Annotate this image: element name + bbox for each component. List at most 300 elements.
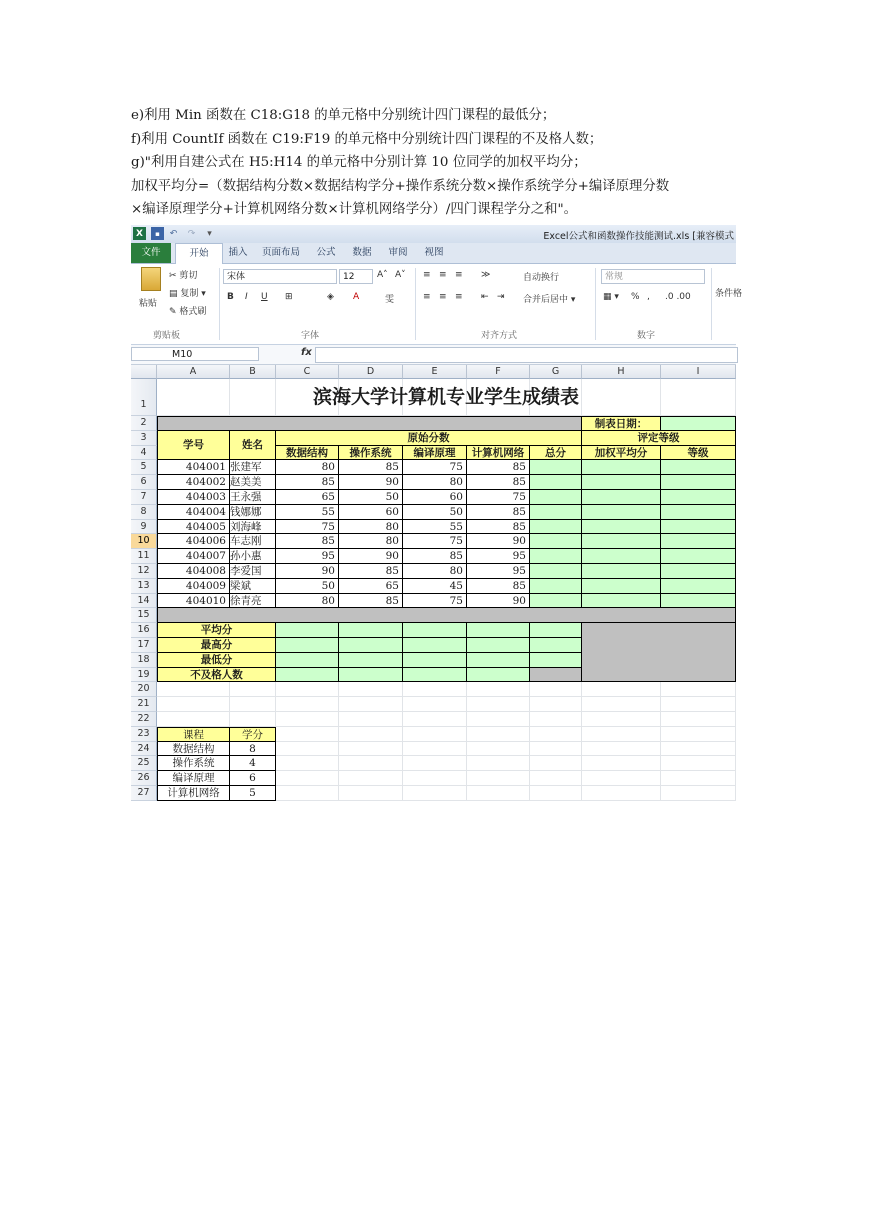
empty-cell[interactable] <box>467 727 530 742</box>
tab-file[interactable]: 文件 <box>131 243 171 263</box>
row-header[interactable]: 18 <box>131 653 157 668</box>
empty-cell[interactable] <box>276 697 339 712</box>
student-id-cell[interactable]: 404002 <box>157 475 230 490</box>
empty-cell[interactable] <box>530 756 582 771</box>
title-bar <box>131 225 736 244</box>
row-header[interactable]: 25 <box>131 756 157 771</box>
header-subject[interactable]: 编译原理 <box>403 446 467 461</box>
student-name-cell[interactable]: 刘海峰 <box>230 520 276 535</box>
row-header[interactable]: 7 <box>131 490 157 505</box>
tab-formulas[interactable]: 公式 <box>316 247 336 258</box>
header-name[interactable]: 姓名 <box>230 431 276 461</box>
score-cell[interactable]: 60 <box>339 505 403 520</box>
shrink-font-button[interactable]: A˅ <box>395 270 406 280</box>
stat-cell[interactable] <box>339 623 403 638</box>
row-header[interactable]: 13 <box>131 579 157 594</box>
stat-cell[interactable] <box>403 623 467 638</box>
stat-label[interactable]: 最低分 <box>157 653 276 668</box>
font-size-select[interactable]: 12 <box>339 269 373 284</box>
empty-cell[interactable] <box>582 682 661 697</box>
student-name-cell[interactable]: 张建军 <box>230 460 276 475</box>
empty-cell[interactable] <box>339 756 403 771</box>
score-cell[interactable]: 95 <box>276 549 339 564</box>
score-cell[interactable]: 80 <box>276 594 339 609</box>
grade-cell[interactable] <box>661 534 736 549</box>
row-header[interactable]: 24 <box>131 742 157 757</box>
empty-cell[interactable] <box>230 712 276 727</box>
column-header[interactable]: I <box>661 365 736 379</box>
row-header[interactable]: 15 <box>131 608 157 623</box>
stat-cell[interactable] <box>276 623 339 638</box>
empty-cell[interactable] <box>661 727 736 742</box>
empty-cell[interactable] <box>276 771 339 786</box>
undo-icon[interactable]: ↶ <box>169 228 178 239</box>
group-divider <box>595 268 596 340</box>
fill-color-icon[interactable]: ◈ <box>327 292 334 302</box>
select-all-corner[interactable] <box>131 365 157 379</box>
number-group-label: 数字 <box>637 331 656 341</box>
stat-cell[interactable] <box>276 653 339 668</box>
score-cell[interactable]: 60 <box>403 490 467 505</box>
row-header[interactable]: 2 <box>131 416 157 431</box>
student-name-cell[interactable]: 车志刚 <box>230 534 276 549</box>
total-cell[interactable] <box>530 475 582 490</box>
row-header[interactable]: 10 <box>131 534 157 549</box>
weighted-average-cell[interactable] <box>582 594 661 609</box>
score-cell[interactable]: 45 <box>403 579 467 594</box>
conditional-format-button[interactable]: 条件格 <box>715 289 743 299</box>
align-middle-icon[interactable]: ≡ <box>439 270 447 280</box>
empty-cell[interactable] <box>276 742 339 757</box>
formula-input[interactable] <box>315 347 738 363</box>
score-cell[interactable]: 75 <box>403 534 467 549</box>
tab-review[interactable]: 审阅 <box>388 247 408 258</box>
tab-data[interactable]: 数据 <box>352 247 372 258</box>
score-cell[interactable]: 85 <box>467 579 530 594</box>
score-cell[interactable]: 85 <box>403 549 467 564</box>
empty-cell[interactable] <box>582 712 661 727</box>
empty-cell[interactable] <box>403 742 467 757</box>
score-cell[interactable]: 90 <box>467 594 530 609</box>
align-bottom-icon[interactable]: ≡ <box>455 270 463 280</box>
wrap-text-button[interactable]: 自动换行 <box>523 273 560 283</box>
empty-cell[interactable] <box>530 786 582 801</box>
row-header[interactable]: 4 <box>131 446 157 461</box>
empty-cell[interactable] <box>582 756 661 771</box>
worksheet-grid[interactable] <box>131 365 736 802</box>
column-header[interactable]: B <box>230 365 276 379</box>
student-id-cell[interactable]: 404008 <box>157 564 230 579</box>
stat-cell[interactable] <box>467 638 530 653</box>
header-raw-scores[interactable]: 原始分数 <box>276 431 582 446</box>
header-total[interactable]: 总分 <box>530 446 582 461</box>
score-cell[interactable]: 75 <box>276 520 339 535</box>
total-cell[interactable] <box>530 549 582 564</box>
header-subject[interactable]: 操作系统 <box>339 446 403 461</box>
empty-cell[interactable] <box>467 697 530 712</box>
date-cell[interactable] <box>661 416 736 431</box>
student-name-cell[interactable]: 徐青亮 <box>230 594 276 609</box>
row-header[interactable]: 21 <box>131 697 157 712</box>
column-header[interactable]: C <box>276 365 339 379</box>
score-cell[interactable]: 95 <box>467 564 530 579</box>
stat-cell[interactable] <box>467 653 530 668</box>
credit-cell[interactable]: 4 <box>230 756 276 771</box>
score-cell[interactable]: 65 <box>339 579 403 594</box>
empty-cell[interactable] <box>403 786 467 801</box>
empty-cell[interactable] <box>467 712 530 727</box>
grade-cell[interactable] <box>661 579 736 594</box>
stat-total-cell[interactable] <box>530 638 582 653</box>
copy-button[interactable]: ▤ 复制 ▾ <box>169 289 206 299</box>
empty-cell[interactable] <box>530 682 582 697</box>
column-header[interactable]: G <box>530 365 582 379</box>
tab-view[interactable]: 视图 <box>424 247 444 258</box>
row-header[interactable]: 6 <box>131 475 157 490</box>
score-cell[interactable]: 95 <box>467 549 530 564</box>
row-header[interactable]: 27 <box>131 786 157 801</box>
row-header[interactable]: 1 <box>131 379 157 416</box>
header-student-id[interactable]: 学号 <box>157 431 230 461</box>
insert-function-icon[interactable]: fx <box>301 347 312 358</box>
stat-cell[interactable] <box>403 668 467 683</box>
stat-cell[interactable] <box>339 668 403 683</box>
score-cell[interactable]: 75 <box>467 490 530 505</box>
grade-cell[interactable] <box>661 520 736 535</box>
stat-label[interactable]: 最高分 <box>157 638 276 653</box>
bold-button[interactable]: B <box>227 292 234 302</box>
border-icon[interactable]: ⊞ <box>285 292 293 302</box>
weighted-average-cell[interactable] <box>582 460 661 475</box>
font-color-button[interactable]: A <box>353 292 360 302</box>
grade-cell[interactable] <box>661 490 736 505</box>
score-cell[interactable]: 85 <box>276 534 339 549</box>
format-painter-button[interactable]: ✎ 格式刷 <box>169 307 207 317</box>
tab-insert[interactable]: 插入 <box>228 247 248 258</box>
weighted-average-cell[interactable] <box>582 549 661 564</box>
score-cell[interactable]: 85 <box>467 520 530 535</box>
empty-cell[interactable] <box>467 756 530 771</box>
instruction-line: e)利用 Min 函数在 C18:G18 的单元格中分别统计四门课程的最低分； <box>131 108 556 123</box>
align-left-icon[interactable]: ≡ <box>423 292 431 302</box>
score-cell[interactable]: 50 <box>403 505 467 520</box>
total-cell[interactable] <box>530 490 582 505</box>
header-grade[interactable]: 等级 <box>661 446 736 461</box>
credit-header-course[interactable]: 课程 <box>157 727 230 742</box>
empty-cell[interactable] <box>157 697 230 712</box>
stat-cell[interactable] <box>403 653 467 668</box>
weighted-average-cell[interactable] <box>582 505 661 520</box>
grade-cell[interactable] <box>661 549 736 564</box>
stat-cell[interactable] <box>276 668 339 683</box>
empty-cell[interactable] <box>530 771 582 786</box>
alignment-group-label: 对齐方式 <box>481 331 518 341</box>
row-header[interactable]: 12 <box>131 564 157 579</box>
empty-cell[interactable] <box>339 727 403 742</box>
score-cell[interactable]: 85 <box>339 460 403 475</box>
empty-cell[interactable] <box>661 712 736 727</box>
row-header[interactable]: 23 <box>131 727 157 742</box>
row-header[interactable]: 11 <box>131 549 157 564</box>
empty-cell[interactable] <box>157 682 230 697</box>
empty-cell[interactable] <box>230 697 276 712</box>
empty-cell[interactable] <box>467 742 530 757</box>
weighted-average-cell[interactable] <box>582 475 661 490</box>
underline-button[interactable]: U <box>261 292 268 302</box>
stat-total-cell[interactable] <box>530 653 582 668</box>
increase-indent-icon[interactable]: ⇥ <box>497 292 505 302</box>
credit-cell[interactable]: 6 <box>230 771 276 786</box>
empty-cell[interactable] <box>530 727 582 742</box>
total-cell[interactable] <box>530 564 582 579</box>
empty-cell[interactable] <box>339 712 403 727</box>
italic-button[interactable]: I <box>245 292 248 302</box>
font-group-label: 字体 <box>301 331 320 341</box>
row-header[interactable]: 16 <box>131 623 157 638</box>
score-cell[interactable]: 85 <box>276 475 339 490</box>
empty-cell[interactable] <box>661 742 736 757</box>
empty-cell[interactable] <box>467 682 530 697</box>
row-header[interactable]: 20 <box>131 682 157 697</box>
course-cell[interactable]: 编译原理 <box>157 771 230 786</box>
score-cell[interactable]: 85 <box>467 475 530 490</box>
student-id-cell[interactable]: 404003 <box>157 490 230 505</box>
empty-cell[interactable] <box>467 771 530 786</box>
column-header[interactable]: A <box>157 365 230 379</box>
student-id-cell[interactable]: 404006 <box>157 534 230 549</box>
empty-cell[interactable] <box>467 786 530 801</box>
stat-cell[interactable] <box>467 668 530 683</box>
name-box[interactable]: M10 <box>131 347 259 361</box>
header-weighted-average[interactable]: 加权平均分 <box>582 446 661 461</box>
weighted-average-cell[interactable] <box>582 579 661 594</box>
course-cell[interactable]: 操作系统 <box>157 756 230 771</box>
redo-icon[interactable]: ↷ <box>187 228 196 239</box>
font-name-select[interactable]: 宋体 <box>223 269 337 284</box>
comma-button[interactable]: , <box>647 292 650 302</box>
decrease-indent-icon[interactable]: ⇤ <box>481 292 489 302</box>
excel-logo-icon: X <box>133 227 146 240</box>
empty-cell[interactable] <box>403 771 467 786</box>
weighted-average-cell[interactable] <box>582 564 661 579</box>
row-header[interactable]: 3 <box>131 431 157 446</box>
empty-cell[interactable] <box>339 697 403 712</box>
student-name-cell[interactable]: 李爱国 <box>230 564 276 579</box>
student-name-cell[interactable]: 赵美美 <box>230 475 276 490</box>
score-cell[interactable]: 50 <box>276 579 339 594</box>
empty-cell[interactable] <box>276 727 339 742</box>
score-cell[interactable]: 90 <box>276 564 339 579</box>
empty-cell[interactable] <box>661 682 736 697</box>
currency-icon[interactable]: ▦ ▾ <box>603 292 619 302</box>
row-header[interactable]: 14 <box>131 594 157 609</box>
empty-cell[interactable] <box>582 697 661 712</box>
stat-cell[interactable] <box>403 638 467 653</box>
row-header[interactable]: 5 <box>131 460 157 475</box>
formula-bar <box>131 345 736 365</box>
row-header[interactable]: 19 <box>131 668 157 683</box>
gray-band[interactable] <box>157 416 582 431</box>
score-cell[interactable]: 55 <box>276 505 339 520</box>
stat-label[interactable]: 不及格人数 <box>157 668 276 683</box>
total-cell[interactable] <box>530 520 582 535</box>
weighted-average-cell[interactable] <box>582 534 661 549</box>
column-header[interactable]: F <box>467 365 530 379</box>
stat-total-cell[interactable] <box>530 623 582 638</box>
gray-band[interactable] <box>157 608 736 623</box>
empty-cell[interactable] <box>339 742 403 757</box>
score-cell[interactable]: 80 <box>339 534 403 549</box>
grade-cell[interactable] <box>661 460 736 475</box>
empty-cell[interactable] <box>530 742 582 757</box>
total-cell[interactable] <box>530 460 582 475</box>
date-label[interactable]: 制表日期： <box>582 416 661 431</box>
score-cell[interactable]: 90 <box>339 549 403 564</box>
empty-cell[interactable] <box>403 697 467 712</box>
empty-cell[interactable] <box>582 727 661 742</box>
empty-cell[interactable] <box>339 786 403 801</box>
empty-cell[interactable] <box>403 756 467 771</box>
number-format-select[interactable]: 常规 <box>601 269 705 284</box>
student-name-cell[interactable]: 梁斌 <box>230 579 276 594</box>
course-cell[interactable]: 数据结构 <box>157 742 230 757</box>
student-id-cell[interactable]: 404010 <box>157 594 230 609</box>
instruction-line: 加权平均分=（数据结构分数×数据结构学分+操作系统分数×操作系统学分+编译原理分数 <box>131 178 670 194</box>
grade-cell[interactable] <box>661 475 736 490</box>
grade-cell[interactable] <box>661 564 736 579</box>
empty-cell[interactable] <box>276 786 339 801</box>
align-top-icon[interactable]: ≡ <box>423 270 431 280</box>
empty-cell[interactable] <box>276 682 339 697</box>
sheet-title[interactable]: 滨海大学计算机专业学生成绩表 <box>157 379 736 416</box>
score-cell[interactable]: 50 <box>339 490 403 505</box>
student-id-cell[interactable]: 404004 <box>157 505 230 520</box>
empty-cell[interactable] <box>339 682 403 697</box>
row-header[interactable]: 22 <box>131 712 157 727</box>
total-cell[interactable] <box>530 534 582 549</box>
credit-cell[interactable]: 5 <box>230 786 276 801</box>
score-cell[interactable]: 90 <box>467 534 530 549</box>
merge-center-button[interactable]: 合并后居中 ▾ <box>523 295 576 305</box>
grade-cell[interactable] <box>661 505 736 520</box>
stat-cell[interactable] <box>339 653 403 668</box>
score-cell[interactable]: 85 <box>339 564 403 579</box>
course-cell[interactable]: 计算机网络 <box>157 786 230 801</box>
orientation-icon[interactable]: ≫ <box>481 270 491 280</box>
group-divider <box>219 268 220 340</box>
score-cell[interactable]: 55 <box>403 520 467 535</box>
stat-cell[interactable] <box>339 638 403 653</box>
score-cell[interactable]: 90 <box>339 475 403 490</box>
score-cell[interactable]: 85 <box>339 594 403 609</box>
row-header[interactable]: 8 <box>131 505 157 520</box>
save-icon[interactable]: ▪ <box>151 227 164 240</box>
excel-window-screenshot <box>131 225 743 802</box>
empty-cell[interactable] <box>582 742 661 757</box>
score-cell[interactable]: 75 <box>403 460 467 475</box>
customize-toolbar-icon[interactable]: ▾ <box>207 228 212 239</box>
score-cell[interactable]: 80 <box>339 520 403 535</box>
empty-cell[interactable] <box>530 712 582 727</box>
student-name-cell[interactable]: 王永强 <box>230 490 276 505</box>
stat-total-cell[interactable] <box>530 668 582 683</box>
score-cell[interactable]: 85 <box>467 505 530 520</box>
header-subject[interactable]: 数据结构 <box>276 446 339 461</box>
empty-cell[interactable] <box>276 712 339 727</box>
total-cell[interactable] <box>530 594 582 609</box>
weighted-average-cell[interactable] <box>582 490 661 505</box>
grow-font-button[interactable]: A˄ <box>377 270 388 280</box>
empty-cell[interactable] <box>157 712 230 727</box>
student-id-cell[interactable]: 404001 <box>157 460 230 475</box>
column-header[interactable]: H <box>582 365 661 379</box>
phonetic-button[interactable]: 雯 <box>385 295 395 305</box>
empty-cell[interactable] <box>530 697 582 712</box>
align-center-icon[interactable]: ≡ <box>439 292 447 302</box>
column-header[interactable]: E <box>403 365 467 379</box>
score-cell[interactable]: 80 <box>403 564 467 579</box>
row-header[interactable]: 9 <box>131 520 157 535</box>
empty-cell[interactable] <box>339 771 403 786</box>
cut-button[interactable]: ✂ 剪切 <box>169 271 198 281</box>
empty-cell[interactable] <box>661 697 736 712</box>
align-right-icon[interactable]: ≡ <box>455 292 463 302</box>
grade-cell[interactable] <box>661 594 736 609</box>
weighted-average-cell[interactable] <box>582 520 661 535</box>
credit-header-credit[interactable]: 学分 <box>230 727 276 742</box>
stat-cell[interactable] <box>276 638 339 653</box>
empty-cell[interactable] <box>661 756 736 771</box>
score-cell[interactable]: 65 <box>276 490 339 505</box>
row-header[interactable]: 17 <box>131 638 157 653</box>
total-cell[interactable] <box>530 579 582 594</box>
empty-cell[interactable] <box>403 727 467 742</box>
header-subject[interactable]: 计算机网络 <box>467 446 530 461</box>
empty-cell[interactable] <box>661 786 736 801</box>
score-cell[interactable]: 75 <box>403 594 467 609</box>
empty-cell[interactable] <box>230 682 276 697</box>
percent-button[interactable]: % <box>631 292 640 302</box>
row-header[interactable]: 26 <box>131 771 157 786</box>
student-id-cell[interactable]: 404007 <box>157 549 230 564</box>
score-cell[interactable]: 80 <box>276 460 339 475</box>
column-header[interactable]: D <box>339 365 403 379</box>
total-cell[interactable] <box>530 505 582 520</box>
student-name-cell[interactable]: 钱娜娜 <box>230 505 276 520</box>
credit-cell[interactable]: 8 <box>230 742 276 757</box>
empty-cell[interactable] <box>403 682 467 697</box>
empty-cell[interactable] <box>661 771 736 786</box>
empty-cell[interactable] <box>403 712 467 727</box>
paste-button[interactable]: 粘贴 <box>139 299 158 309</box>
empty-cell[interactable] <box>276 756 339 771</box>
score-cell[interactable]: 80 <box>403 475 467 490</box>
stat-cell[interactable] <box>467 623 530 638</box>
empty-cell[interactable] <box>582 786 661 801</box>
score-cell[interactable]: 85 <box>467 460 530 475</box>
paste-icon[interactable] <box>141 267 161 291</box>
tab-home[interactable]: 开始 <box>175 243 223 264</box>
stat-label[interactable]: 平均分 <box>157 623 276 638</box>
student-id-cell[interactable]: 404005 <box>157 520 230 535</box>
header-evaluation[interactable]: 评定等级 <box>582 431 736 446</box>
student-id-cell[interactable]: 404009 <box>157 579 230 594</box>
student-name-cell[interactable]: 孙小惠 <box>230 549 276 564</box>
gray-block[interactable] <box>582 623 736 682</box>
decimal-buttons[interactable]: .0 .00 <box>665 292 691 302</box>
empty-cell[interactable] <box>582 771 661 786</box>
tab-page-layout[interactable]: 页面布局 <box>261 247 300 258</box>
